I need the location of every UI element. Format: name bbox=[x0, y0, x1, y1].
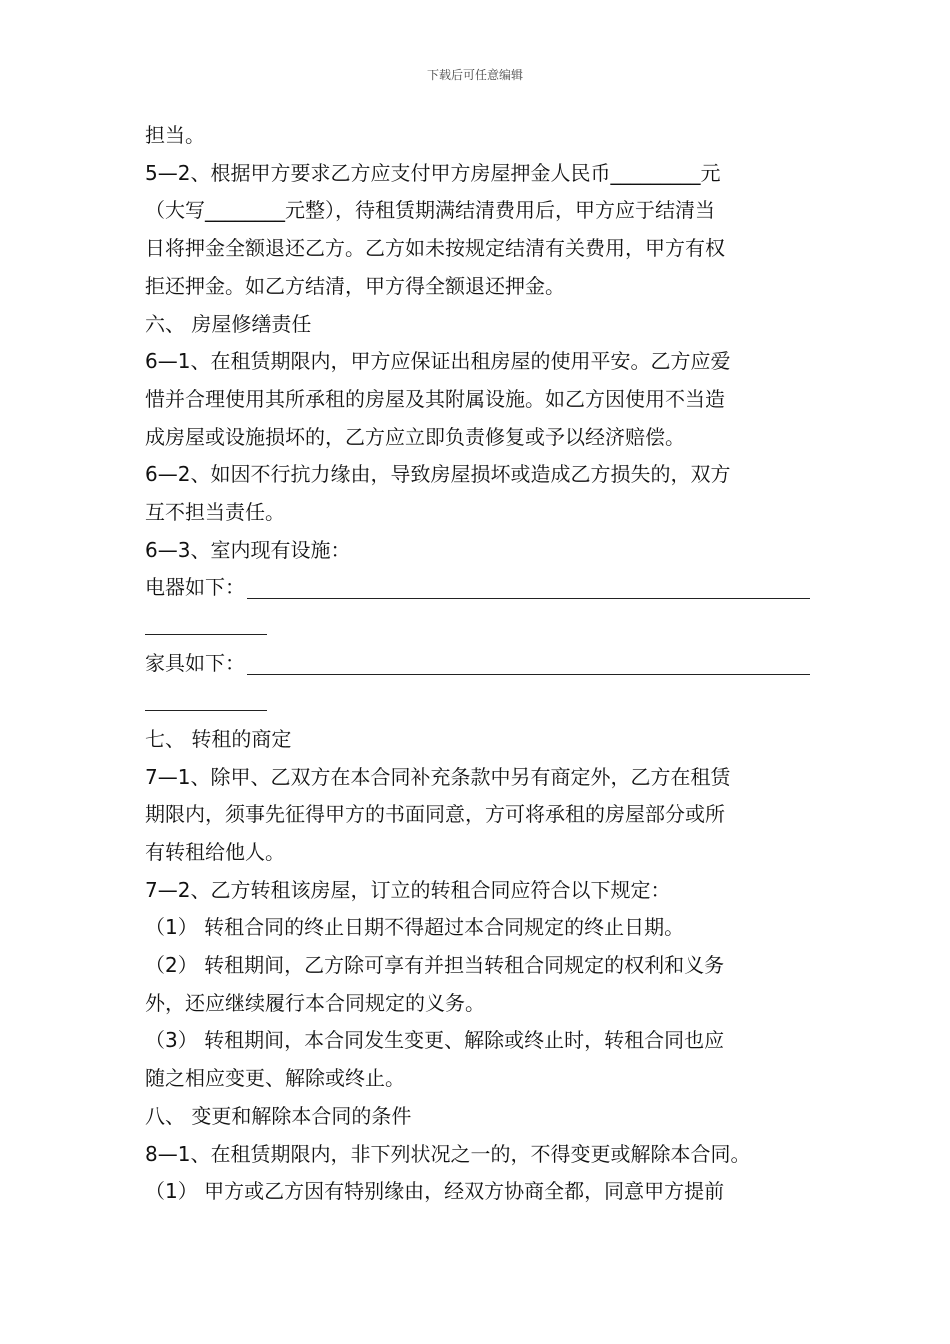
text-line: 7—2、乙方转租该房屋，订立的转租合同应符合以下规定： bbox=[145, 877, 671, 902]
furniture-blank bbox=[247, 674, 810, 675]
text-line: 8—1、在租赁期限内，非下列状况之一的，不得变更或解除本合同。 bbox=[145, 1141, 751, 1166]
text-line: （1） 转租合同的终止日期不得超过本合同规定的终止日期。 bbox=[145, 915, 685, 940]
page-header: 下载后可任意编辑 bbox=[426, 68, 523, 82]
furniture-blank-continued bbox=[145, 683, 267, 711]
text-line: （大写________元整），待租赁期满结清费用后，甲方应于结清当 bbox=[145, 198, 715, 223]
text-line: （1） 甲方或乙方因有特别缘由，经双方协商全都，同意甲方提前 bbox=[145, 1179, 725, 1204]
text-line: 6—2、如因不行抗力缘由，导致房屋损坏或造成乙方损失的，双方 bbox=[145, 462, 731, 487]
appliances-fill-row bbox=[145, 569, 810, 607]
furniture-fill-row bbox=[145, 645, 810, 683]
text-line: （2） 转租期间，乙方除可享有并担当转租合同规定的权利和义务 bbox=[145, 953, 725, 978]
text-line: 担当。 bbox=[145, 123, 205, 147]
text-line: 成房屋或设施损坏的，乙方应立即负责修复或予以经济赔偿。 bbox=[145, 424, 685, 449]
text-line: 互不担当责任。 bbox=[145, 500, 285, 525]
appliances-label: 电器如下： bbox=[145, 575, 245, 600]
text-line: 5—2、根据甲方要求乙方应支付甲方房屋押金人民币_________元 bbox=[145, 160, 721, 185]
text-line: 外，还应继续履行本合同规定的义务。 bbox=[145, 990, 485, 1015]
furniture-label: 家具如下： bbox=[145, 651, 245, 676]
text-line: 有转租给他人。 bbox=[145, 839, 285, 864]
text-line: 期限内，须事先征得甲方的书面同意，方可将承租的房屋部分或所 bbox=[145, 802, 725, 827]
text-line: （3） 转租期间，本合同发生变更、解除或终止时，转租合同也应 bbox=[145, 1028, 725, 1053]
text-line: 6—1、在租赁期限内，甲方应保证出租房屋的使用平安。乙方应爱 bbox=[145, 349, 731, 374]
document-body bbox=[145, 117, 810, 1211]
text-line: 7—1、除甲、乙双方在本合同补充条款中另有商定外，乙方在租赁 bbox=[145, 764, 731, 789]
section-heading: 七、 转租的商定 bbox=[145, 726, 292, 751]
text-line: 6—3、室内现有设施： bbox=[145, 537, 351, 562]
appliances-blank bbox=[247, 598, 810, 599]
text-line: 惜并合理使用其所承租的房屋及其附属设施。如乙方因使用不当造 bbox=[145, 386, 725, 411]
text-line: 拒还押金。如乙方结清，甲方得全额退还押金。 bbox=[145, 273, 565, 298]
text-line: 日将押金全额退还乙方。乙方如未按规定结清有关费用，甲方有权 bbox=[145, 236, 725, 261]
section-heading: 八、 变更和解除本合同的条件 bbox=[145, 1103, 412, 1128]
appliances-blank-continued bbox=[145, 607, 267, 635]
text-line: 随之相应变更、解除或终止。 bbox=[145, 1066, 405, 1091]
section-heading: 六、 房屋修缮责任 bbox=[145, 311, 312, 336]
